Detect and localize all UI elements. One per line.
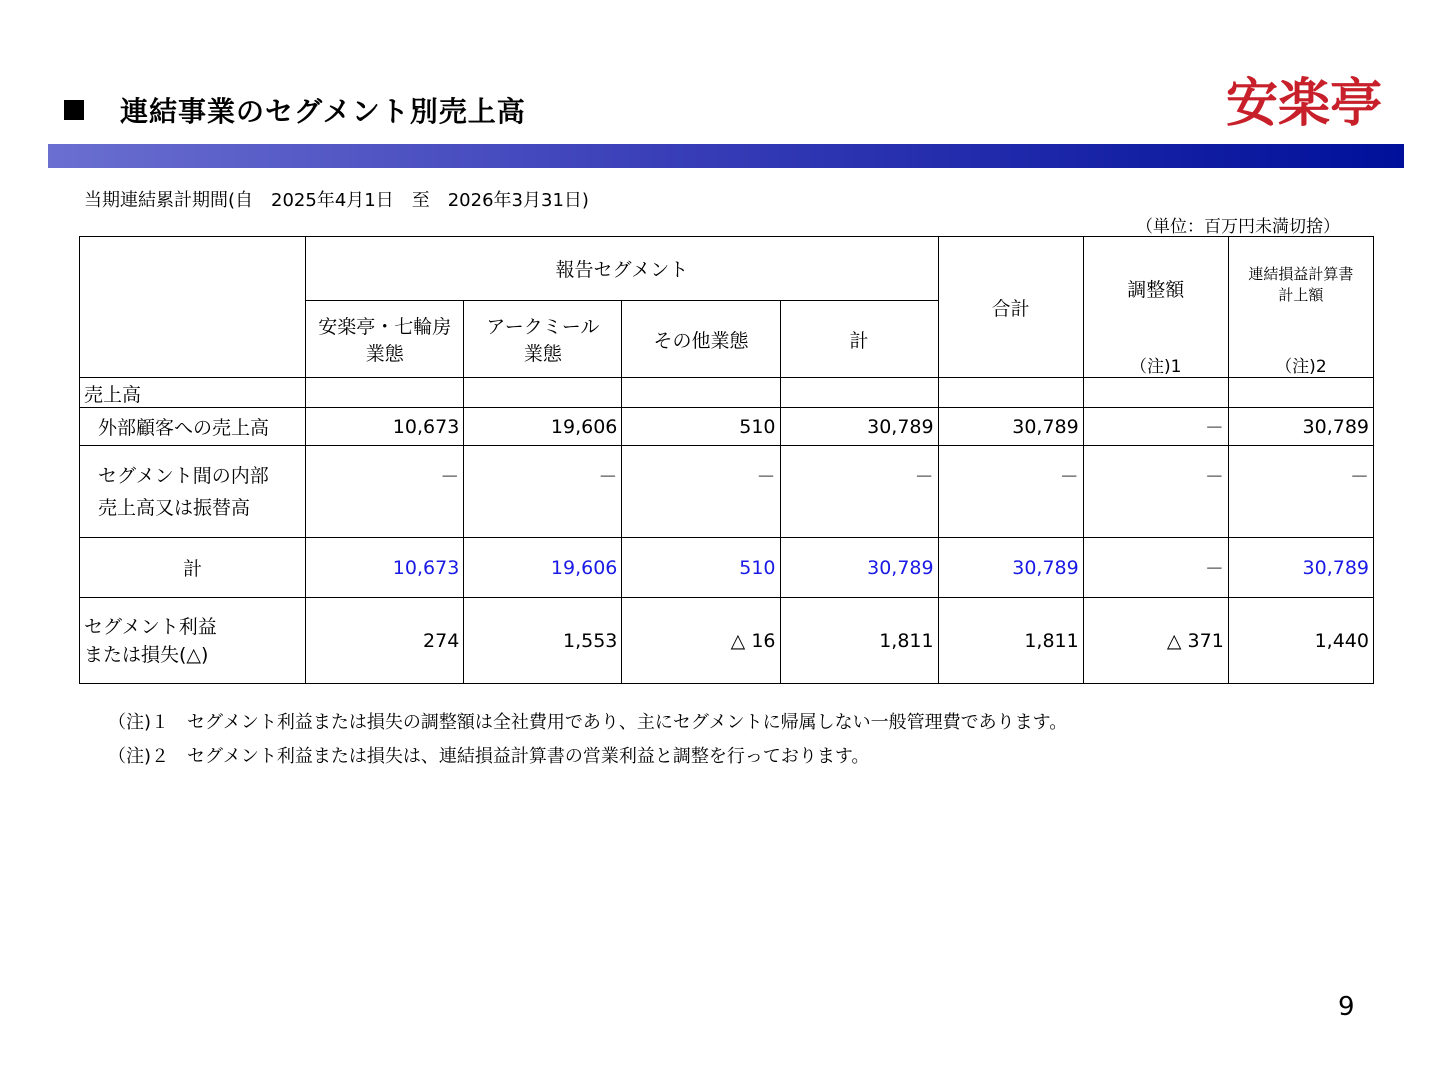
cell-internal-arcmeal: －: [464, 446, 622, 538]
header-anrakutei-line2: 業態: [365, 343, 404, 365]
header-consolidated-line1: 連結損益計算書: [1248, 265, 1354, 283]
cell-external-anrakutei: 10,673: [306, 408, 464, 446]
cell-external-adjustment: －: [1083, 408, 1228, 446]
header-anrakutei: [306, 301, 464, 378]
bullet-square-icon: [64, 100, 84, 120]
footnote-1: （注)１ セグメント利益または損失の調整額は全社費用であり、主にセグメントに帰属しない一般管理費であります。: [108, 712, 1068, 733]
cell-total-consolidated: 30,789: [1228, 538, 1373, 598]
cell-internal-other: －: [622, 446, 780, 538]
cell-total-anrakutei: 10,673: [306, 538, 464, 598]
header-reported-segments: 報告セグメント: [306, 237, 938, 301]
row-label-internal-line2: 売上高又は振替高: [98, 497, 251, 519]
cell-profit-consolidated: 1,440: [1228, 598, 1373, 684]
cell-profit-total: 1,811: [938, 598, 1083, 684]
cell-total-adjustment: －: [1083, 538, 1228, 598]
footnote-2: （注)２ セグメント利益または損失は、連結損益計算書の営業利益と調整を行っております。: [108, 746, 870, 767]
page-title: 連結事業のセグメント別売上高: [120, 95, 526, 128]
row-label-segment-profit: [80, 598, 306, 684]
header-arcmeal-line2: 業態: [523, 343, 562, 365]
cell-internal-anrakutei: －: [306, 446, 464, 538]
unit-label: （単位：百万円未満切捨）: [1136, 217, 1340, 237]
header-divider-band: [48, 144, 1404, 168]
segment-sales-table: [79, 236, 1374, 684]
cell-external-subtotal: 30,789: [780, 408, 938, 446]
header-subtotal: 計: [780, 301, 938, 378]
cell-profit-other: △ 16: [622, 598, 780, 684]
cell-internal-adjustment: －: [1083, 446, 1228, 538]
header-adjustment-note: （注)1: [1130, 357, 1182, 377]
header-anrakutei-line1: 安楽亭・七輪房: [318, 316, 452, 338]
title-bar: [64, 90, 526, 130]
row-label-profit-line2: または損失(△): [84, 643, 209, 666]
header-consolidated-line2: 計上額: [1278, 286, 1324, 304]
cell-external-other: 510: [622, 408, 780, 446]
footnotes: [108, 706, 1067, 774]
row-label-total: 計: [80, 538, 306, 598]
header-consolidated-note: （注)2: [1275, 357, 1327, 377]
cell-internal-consolidated: －: [1228, 446, 1373, 538]
cell-profit-adjustment: △ 371: [1083, 598, 1228, 684]
header-consolidated: [1228, 237, 1373, 378]
cell-external-total: 30,789: [938, 408, 1083, 446]
cell-internal-total: －: [938, 446, 1083, 538]
cell-profit-anrakutei: 274: [306, 598, 464, 684]
header-total: 合計: [938, 237, 1083, 378]
row-label-external-sales: 外部顧客への売上高: [80, 408, 306, 446]
row-label-internal-sales: [80, 446, 306, 538]
page-number: 9: [1338, 992, 1355, 1022]
cell-total-arcmeal: 19,606: [464, 538, 622, 598]
header-adjustment-label: 調整額: [1127, 279, 1185, 301]
row-label-profit-line1: セグメント利益: [84, 615, 217, 638]
header-other: その他業態: [622, 301, 780, 378]
cell-profit-subtotal: 1,811: [780, 598, 938, 684]
cell-profit-arcmeal: 1,553: [464, 598, 622, 684]
cell-total-total: 30,789: [938, 538, 1083, 598]
cell-external-consolidated: 30,789: [1228, 408, 1373, 446]
cell-internal-subtotal: －: [780, 446, 938, 538]
row-label-sales: 売上高: [80, 378, 306, 408]
cell-external-arcmeal: 19,606: [464, 408, 622, 446]
header-adjustment: [1083, 237, 1228, 378]
header-arcmeal: [464, 301, 622, 378]
row-label-internal-line1: セグメント間の内部: [98, 465, 269, 487]
corner-cell: [80, 237, 306, 378]
reporting-period: 当期連結累計期間(自 2025年4月1日 至 2026年3月31日): [84, 190, 589, 211]
cell-total-other: 510: [622, 538, 780, 598]
cell-total-subtotal: 30,789: [780, 538, 938, 598]
company-logo: 安楽亭: [1226, 74, 1383, 134]
header-arcmeal-line1: アークミール: [486, 316, 600, 338]
